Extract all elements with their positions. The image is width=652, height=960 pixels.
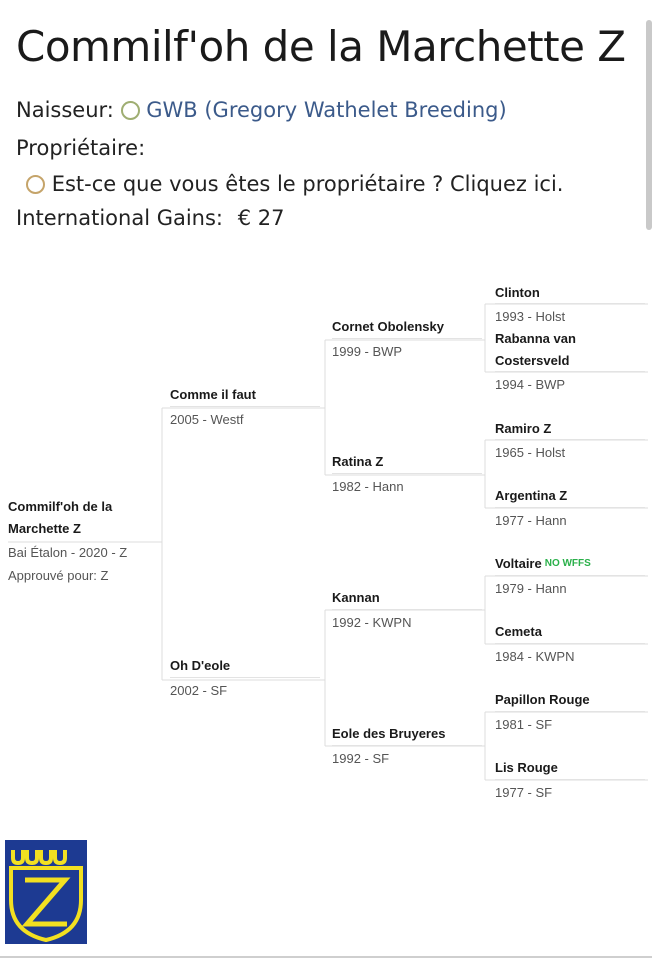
gains-label: International Gains: [16, 206, 224, 230]
dam-info: 2002 - SF [170, 677, 320, 702]
grandparent-info: 1992 - KWPN [332, 609, 482, 634]
great-grandparent-name[interactable]: Ramiro Z [495, 421, 552, 436]
great-grandparent-info: 1977 - SF [495, 779, 645, 804]
great-grandparent-name-row[interactable] [495, 553, 591, 575]
great-grandparent-info: 1965 - Holst [495, 439, 645, 464]
great-grandparent-info: 1993 - Holst [495, 303, 645, 328]
sire-name[interactable]: Comme il faut [170, 387, 256, 402]
grandparent-info: 1992 - SF [332, 745, 482, 770]
great-grandparent-info: 1979 - Hann [495, 575, 645, 600]
great-grandparent-info: 1977 - Hann [495, 507, 645, 532]
zangersheide-logo [5, 840, 87, 944]
owner-label: Propriétaire: [16, 136, 146, 160]
grandparent-info: 1982 - Hann [332, 473, 482, 498]
great-grandparent-name[interactable]: Papillon Rouge [495, 692, 590, 707]
great-grandparent-name[interactable]: Cemeta [495, 624, 542, 639]
subject-name: Commilf'oh de la Marchette Z [8, 499, 113, 536]
page-title: Commilf'oh de la Marchette Z [16, 22, 626, 71]
great-grandparent-name[interactable]: Rabanna van Costersveld [495, 331, 576, 368]
great-grandparent-name[interactable]: Lis Rouge [495, 760, 558, 775]
breeder-label: Naisseur: [16, 98, 114, 122]
grandparent-info: 1999 - BWP [332, 338, 482, 363]
grandparent-name[interactable]: Cornet Obolensky [332, 319, 444, 334]
gains-value: € 27 [237, 206, 285, 230]
great-grandparent-info: 1984 - KWPN [495, 643, 645, 668]
grandparent-name[interactable]: Ratina Z [332, 454, 384, 469]
subject-approved: Approuvé pour: Z [8, 568, 109, 583]
owner-claim-link[interactable]: Est-ce que vous êtes le propriétaire ? Cliquez ici. [51, 172, 564, 196]
bottom-divider [0, 956, 652, 958]
dam-name[interactable]: Oh D'eole [170, 658, 231, 673]
great-grandparent-info: 1981 - SF [495, 711, 645, 736]
subject-info: Bai Étalon - 2020 - Z [8, 545, 128, 560]
great-grandparent-name[interactable]: Argentina Z [495, 488, 568, 503]
great-grandparent-name[interactable]: Voltaire [495, 556, 542, 571]
great-grandparent-name[interactable]: Clinton [495, 285, 540, 300]
grandparent-name[interactable]: Kannan [332, 590, 380, 605]
sire-info: 2005 - Westf [170, 406, 320, 431]
grandparent-name[interactable]: Eole des Bruyeres [332, 726, 446, 741]
logo-mark-icon [5, 840, 87, 944]
great-grandparent-info: 1994 - BWP [495, 371, 645, 396]
wffs-badge: NO WFFS [544, 558, 591, 569]
breeder-link[interactable]: GWB (Gregory Wathelet Breeding) [146, 98, 507, 122]
